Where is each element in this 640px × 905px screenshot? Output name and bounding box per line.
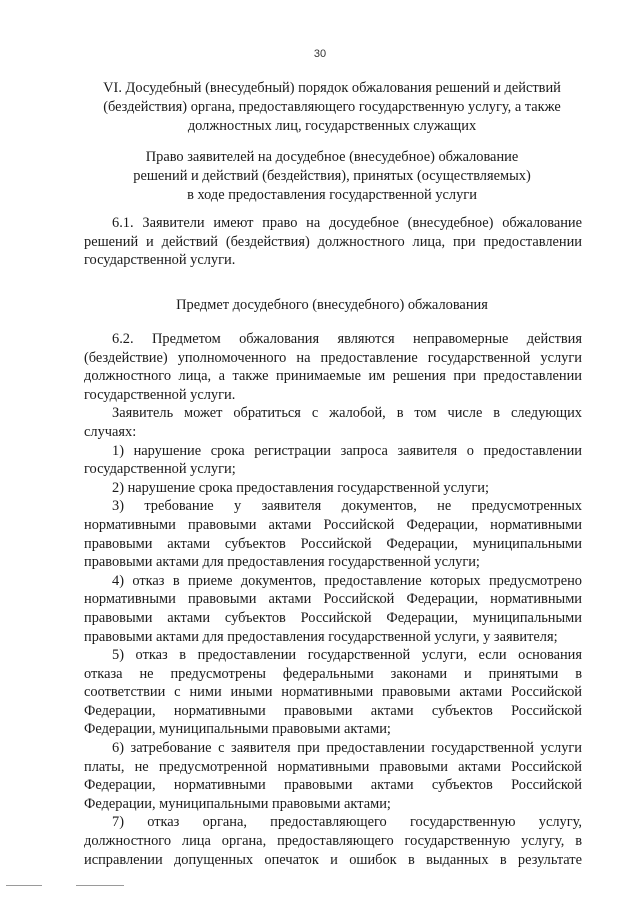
text-line: Федерации, муниципальными правовыми актами;	[84, 721, 391, 738]
text-line: исправлении допущенных опечаток и ошибок в выданных в результате	[84, 851, 582, 868]
text-line: 3) требование у заявителя документов, не предусмотренных	[112, 498, 582, 515]
paragraph-6-2-block	[84, 330, 582, 869]
text-line: Федерации, нормативными правовыми актами субъектов Российской	[84, 777, 582, 794]
text-line: должностного лица органа, предоставляющего государственную услугу, в	[84, 833, 582, 850]
text-line: 4) отказ в приеме документов, предоставление которых предусмотрено	[112, 572, 582, 589]
case-item-4	[84, 572, 582, 646]
paragraph-6-1	[84, 214, 582, 270]
text-line: 1) нарушение срока регистрации запроса заявителя о предоставлении	[112, 442, 582, 459]
case-item-7	[84, 813, 582, 869]
text-line: правовыми актами для предоставления государственной услуги;	[84, 554, 480, 571]
text-line: 7) отказ органа, предоставляющего государственную услугу,	[112, 814, 582, 831]
section-heading-line: должностных лиц, государственных служащих	[187, 118, 477, 134]
text-line: государственной услуги.	[84, 386, 236, 403]
text-line: нормативными правовыми актами Российской Федерации, нормативными	[84, 516, 582, 533]
text-line: нормативными правовыми актами Российской Федерации, нормативными	[84, 591, 582, 608]
case-item-3	[84, 497, 582, 571]
text-line: государственной услуги.	[84, 252, 236, 269]
text-line: отказа не предусмотрены федеральными законами и принятыми в	[84, 665, 582, 682]
text-line: правовыми актами субъектов Российской Федерации, муниципальными	[84, 535, 582, 552]
subject-heading-line: Предмет досудебного (внесудебного) обжалования	[176, 297, 488, 313]
text-line: решений и действий (бездействия) должностного лица, при предоставлении	[84, 233, 582, 250]
section-heading	[78, 79, 586, 136]
subsection-heading-line: решений и действий (бездействия), принятых (осуществляемых)	[133, 168, 531, 184]
text-line: правовыми актами субъектов Российской Федерации, муниципальными	[84, 609, 582, 626]
text-line: Федерации, нормативными правовыми актами субъектов Российской	[84, 702, 582, 719]
text-line: (бездействие) уполномоченного на предоставление государственной услуги	[84, 349, 582, 366]
text-line: платы, не предусмотренной нормативными правовыми актами Российской	[84, 758, 582, 775]
paragraph-6-1-block	[84, 214, 582, 270]
paragraph-6-2	[84, 330, 582, 404]
section-heading-line: (бездействия) органа, предоставляющего государственную услугу, а также	[103, 99, 561, 115]
subsection-heading-line: в ходе предоставления государственной услуги	[187, 187, 477, 203]
text-line: Заявитель может обратиться с жалобой, в том числе в следующих	[112, 405, 582, 422]
text-line: правовыми актами для предоставления государственной услуги, у заявителя;	[84, 628, 558, 645]
cases-intro	[84, 404, 582, 441]
text-line: случаях:	[84, 423, 137, 440]
case-item-2	[84, 479, 582, 498]
text-line: должностного лица, а также принимаемые им решения при предоставлении	[84, 368, 582, 385]
subsection-heading	[78, 148, 586, 205]
text-line: 5) отказ в предоставлении государственной услуги, если основания	[112, 647, 582, 664]
text-line: 6.1. Заявители имеют право на досудебное (внесудебное) обжалование	[112, 215, 582, 231]
subject-heading	[78, 296, 586, 315]
text-line: 2) нарушение срока предоставления государственной услуги;	[112, 479, 489, 496]
subsection-heading-line: Право заявителей на досудебное (внесудебное) обжалование	[145, 149, 519, 165]
section-heading-line: VI. Досудебный (внесудебный) порядок обжалования решений и действий	[103, 80, 561, 96]
text-line: Федерации, муниципальными правовыми актами;	[84, 795, 391, 812]
page-number: 30	[313, 48, 327, 60]
text-line: 6.2. Предметом обжалования являются неправомерные действия	[112, 331, 582, 347]
case-item-1	[84, 442, 582, 479]
text-line: 6) затребование с заявителя при предоставлении государственной услуги	[112, 740, 582, 757]
text-line: соответствии с ними иными нормативными правовыми актами Российской	[84, 684, 582, 701]
footer-rule	[76, 885, 124, 886]
footer-rule	[6, 885, 42, 886]
case-item-5	[84, 646, 582, 739]
text-line: государственной услуги;	[84, 461, 236, 478]
case-item-6	[84, 739, 582, 813]
